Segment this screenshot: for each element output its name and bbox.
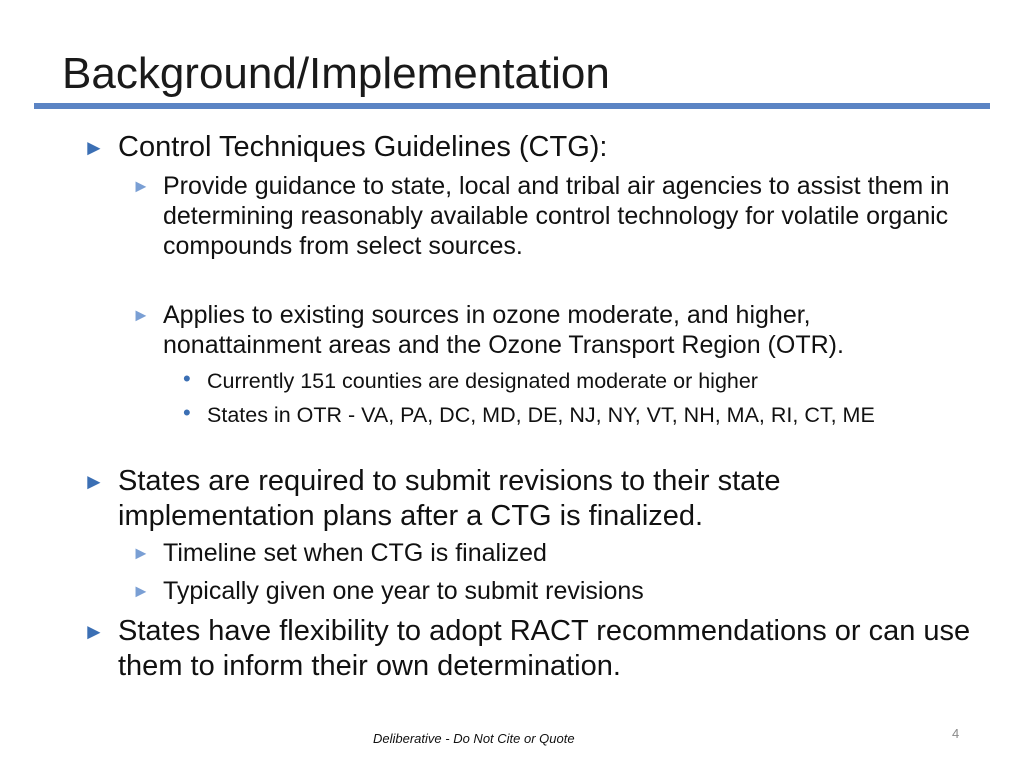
bullet-text: Currently 151 counties are designated moderate or higher [207,369,758,393]
triangle-bullet-icon: ► [132,305,150,325]
bullet-text: Typically given one year to submit revisions [163,577,644,605]
dot-bullet-icon: • [183,366,191,391]
bullet-states-required [83,464,978,534]
slide-title: Background/Implementation [62,49,610,98]
bullet-timeline [132,538,963,568]
footer-disclaimer: Deliberative - Do Not Cite or Quote [373,731,575,746]
title-underline [34,103,990,109]
triangle-bullet-icon: ► [83,619,105,644]
bullet-ctg [83,130,978,165]
triangle-bullet-icon: ► [132,176,150,196]
triangle-bullet-icon: ► [83,135,105,160]
bullet-flexibility [83,614,978,684]
bullet-counties [183,366,947,395]
bullet-one-year [132,576,963,606]
triangle-bullet-icon: ► [132,543,150,563]
bullet-text: States have flexibility to adopt RACT recommendations or can use them to inform their own determination. [118,615,971,682]
bullet-text: States are required to submit revisions to their state implementation plans after a CTG is finalized. [118,465,781,532]
triangle-bullet-icon: ► [83,469,105,494]
bullet-text: Timeline set when CTG is finalized [163,539,547,567]
bullet-otr-states [183,400,947,429]
bullet-text: Control Techniques Guidelines (CTG): [118,131,608,163]
triangle-bullet-icon: ► [132,581,150,601]
bullet-text: Applies to existing sources in ozone moderate, and higher, nonattainment areas and the Ozone Transport Region (OTR). [163,301,844,359]
bullet-text: States in OTR - VA, PA, DC, MD, DE, NJ, NY, VT, NH, MA, RI, CT, ME [207,403,875,427]
bullet-text: Provide guidance to state, local and tribal air agencies to assist them in determining reasonably available control technology for volatile organic compounds from select sources. [163,172,950,260]
page-number: 4 [952,726,960,741]
dot-bullet-icon: • [183,400,191,425]
bullet-applies-to [132,300,963,360]
bullet-provide-guidance [132,171,963,261]
